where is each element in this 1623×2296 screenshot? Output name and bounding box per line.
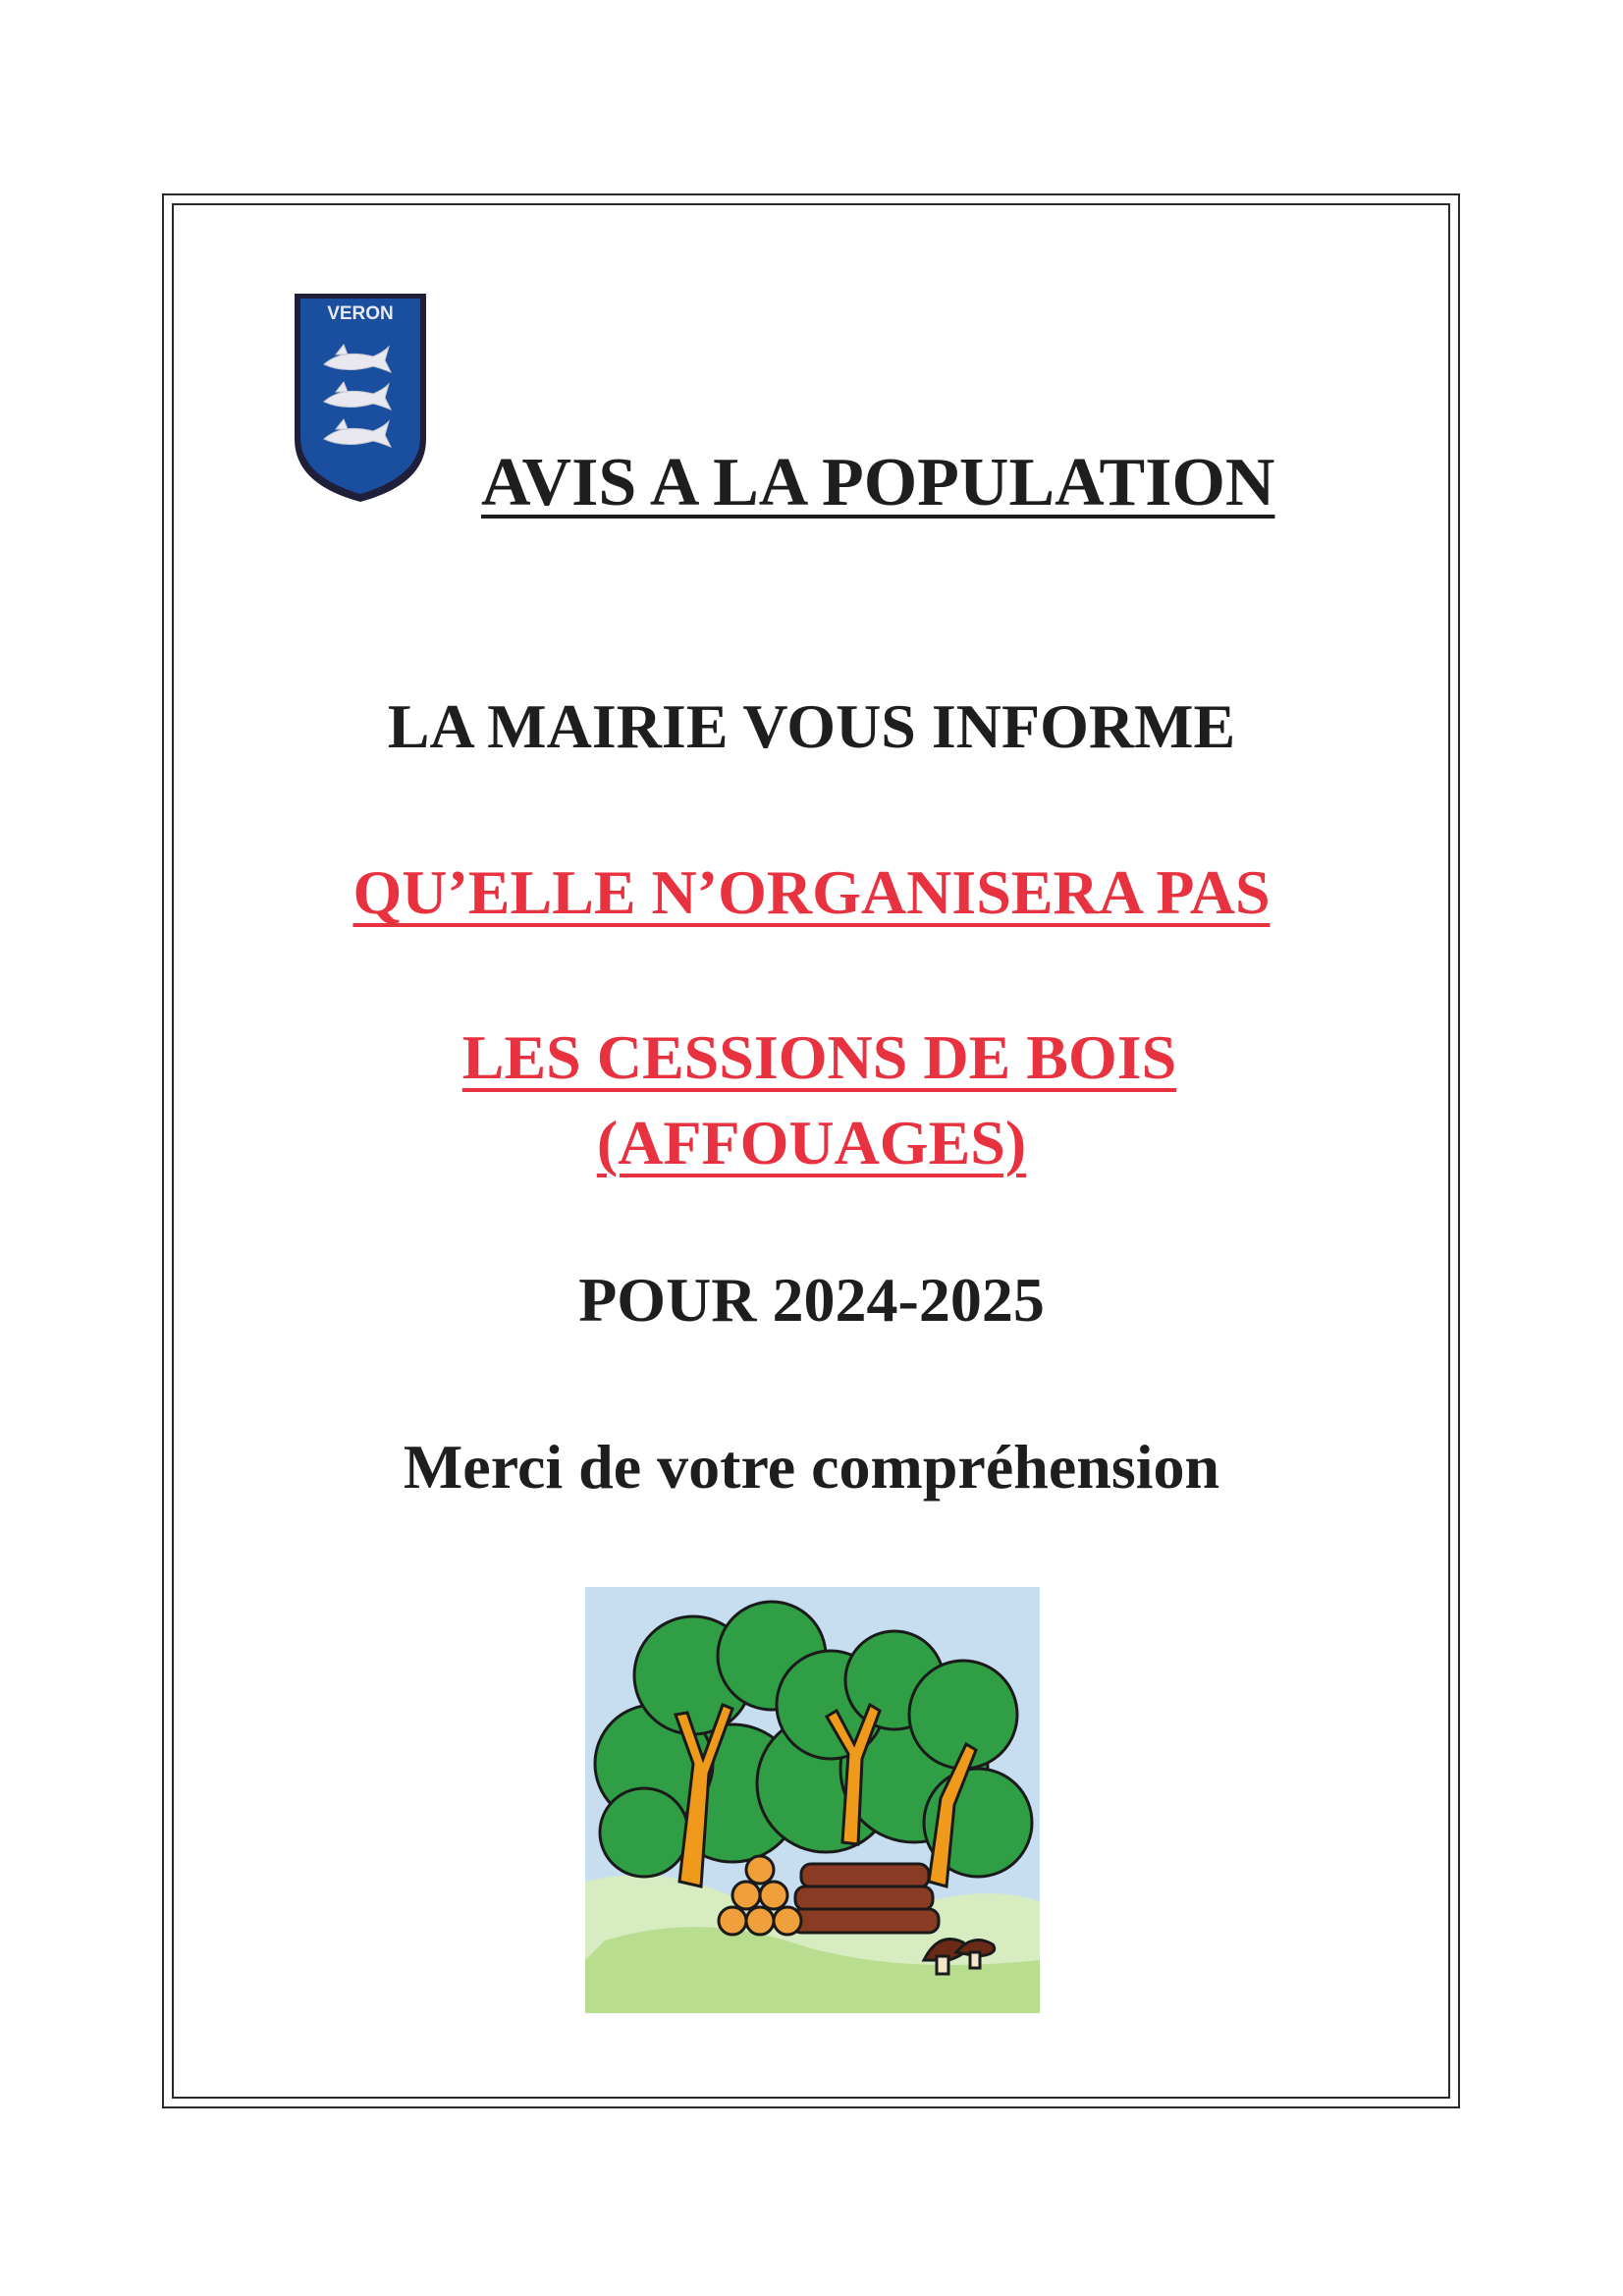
crest-text: VERON	[327, 303, 394, 324]
notice-line-affouages: (AFFOUAGES)	[596, 1108, 1027, 1177]
notice-line-year: POUR 2024-2025	[578, 1265, 1045, 1335]
veron-crest-logo	[291, 292, 430, 504]
notice-line-cessions: LES CESSIONS DE BOIS	[461, 1022, 1177, 1092]
forest-with-log-pile-icon	[585, 1587, 1040, 2013]
notice-line-organisera: QU’ELLE N’ORGANISERA PAS	[352, 857, 1271, 927]
notice-title: AVIS A LA POPULATION	[481, 445, 1275, 520]
notice-line-mairie: LA MAIRIE VOUS INFORME	[387, 691, 1236, 761]
notice-line-thanks: Merci de votre compréhension	[403, 1432, 1220, 1502]
